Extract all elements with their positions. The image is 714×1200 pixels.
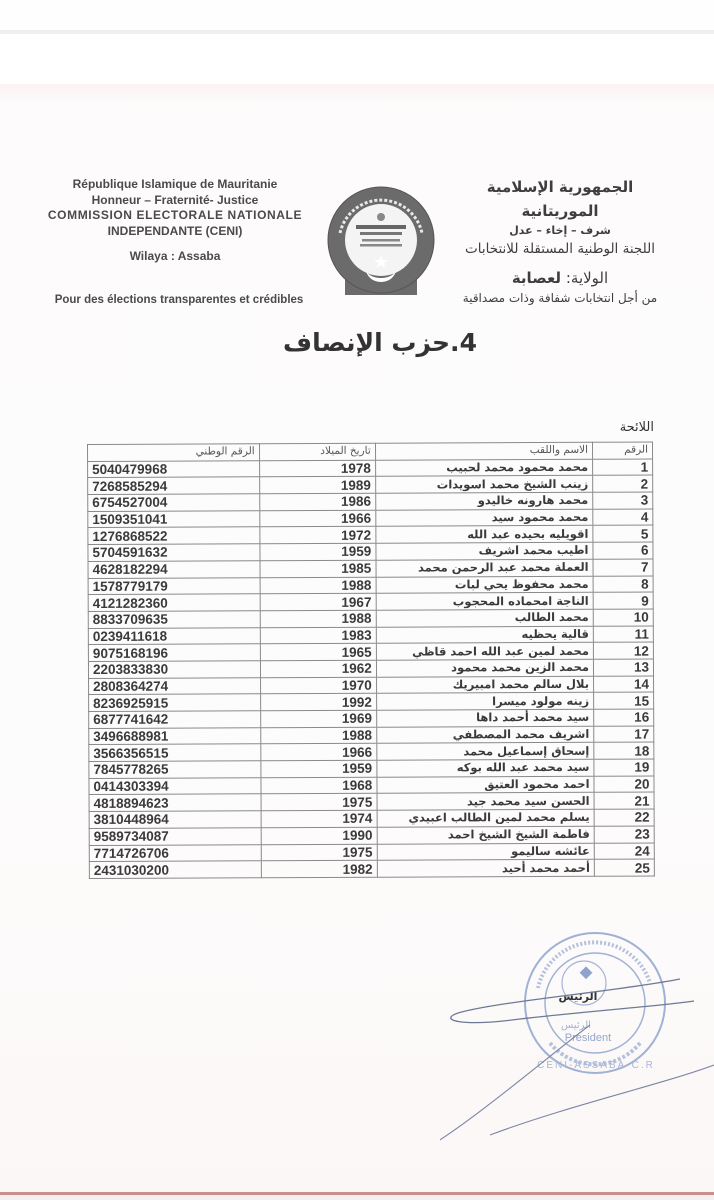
- cell-national-id: 7268585294: [88, 477, 260, 494]
- cell-name: احمد محمود العتيق: [377, 776, 594, 794]
- cell-birth-year: 1982: [261, 860, 377, 877]
- cell-name: زينه مولود ميسرا: [376, 693, 593, 711]
- cell-number: 24: [594, 843, 654, 860]
- cell-birth-year: 1959: [260, 543, 376, 560]
- cell-name: بلال سالم محمد امبيريك: [376, 676, 593, 694]
- cell-name: يسلم محمد لمين الطالب اعبيدي: [377, 809, 594, 827]
- cell-name: اطيب محمد اشريف: [376, 542, 593, 560]
- cell-number: 19: [594, 759, 654, 776]
- cell-birth-year: 1978: [259, 460, 375, 477]
- cell-name: الحسن سيد محمد جيد: [377, 793, 594, 811]
- cell-national-id: 2431030200: [89, 861, 261, 878]
- cell-name: فاطمة الشيخ الشيخ احمد: [377, 826, 594, 844]
- table-row: [89, 859, 654, 878]
- cell-birth-year: 1990: [261, 827, 377, 844]
- cell-national-id: 1509351041: [88, 510, 260, 527]
- cell-name: سيد محمد أحمد داها: [376, 709, 593, 727]
- cell-number: 10: [593, 609, 653, 626]
- cell-number: 16: [594, 709, 654, 726]
- cell-number: 17: [594, 726, 654, 743]
- cell-number: 7: [593, 559, 653, 576]
- cell-birth-year: 1992: [260, 694, 376, 711]
- cell-birth-year: 1975: [261, 844, 377, 861]
- cell-national-id: 0414303394: [89, 777, 261, 794]
- cell-birth-year: 1986: [259, 493, 375, 510]
- cell-name: محمد لمين عبد الله احمد قاظي: [376, 643, 593, 661]
- cell-name: محمد هارونه خاليدو: [375, 492, 592, 510]
- signature-stroke-2: [440, 1025, 590, 1145]
- cell-birth-year: 1983: [260, 627, 376, 644]
- cell-national-id: 3566356515: [89, 744, 261, 761]
- cell-number: 14: [594, 676, 654, 693]
- cell-birth-year: 1966: [260, 744, 376, 761]
- stamp-title-ar: الرئيس: [558, 990, 598, 1003]
- cell-national-id: 3810448964: [89, 811, 261, 828]
- cell-national-id: 5040479968: [88, 460, 260, 477]
- cell-birth-year: 1989: [259, 477, 375, 494]
- cell-national-id: 1276868522: [88, 527, 260, 544]
- cell-name: سيد محمد عبد الله بوكه: [377, 759, 594, 777]
- commission-fr-line2: INDEPENDANTE (CENI): [107, 223, 243, 238]
- cell-national-id: 2203833830: [88, 661, 260, 678]
- divider: [0, 30, 714, 34]
- cell-name: الناجة امحماده المحجوب: [376, 592, 593, 610]
- cell-national-id: 3496688981: [89, 727, 261, 744]
- candidates-table: [87, 442, 655, 879]
- cell-name: محمد محمود سيد: [376, 509, 593, 527]
- cell-birth-year: 1975: [261, 794, 377, 811]
- cell-number: 22: [594, 809, 654, 826]
- cell-number: 23: [594, 826, 654, 843]
- cell-birth-year: 1959: [261, 760, 377, 777]
- cell-national-id: 8236925915: [89, 694, 261, 711]
- cell-name: قالية يحظيه: [376, 626, 593, 644]
- cell-name: إسحاق إسماعيل محمد: [377, 743, 594, 761]
- cell-number: 20: [594, 776, 654, 793]
- cell-birth-year: 1988: [260, 727, 376, 744]
- cell-birth-year: 1969: [260, 710, 376, 727]
- cell-national-id: 7714726706: [89, 844, 261, 861]
- cell-name: العملة محمد عبد الرحمن محمد: [376, 559, 593, 577]
- cell-national-id: 4818894623: [89, 794, 261, 811]
- stamp-title-fr: President: [564, 1032, 612, 1044]
- signature-stroke-3: [490, 1065, 714, 1135]
- republic-fr: République Islamique de Mauritanie: [72, 177, 278, 191]
- cell-national-id: 8833709635: [88, 611, 260, 628]
- wilaya-fr: Wilaya : Assaba: [129, 249, 221, 263]
- cell-birth-year: 1965: [260, 643, 376, 660]
- cell-national-id: 6754527004: [88, 494, 260, 511]
- cell-birth-year: 1974: [261, 810, 377, 827]
- header-birth-year: تاريخ الميلاد: [259, 443, 375, 460]
- wilaya-ar: [450, 267, 670, 289]
- french-header: [40, 177, 310, 265]
- cell-name: عائشه ساليمو: [377, 843, 594, 861]
- cell-number: 18: [594, 742, 654, 759]
- cell-national-id: 6877741642: [89, 711, 261, 728]
- header-name: الاسم واللقب: [375, 442, 592, 460]
- signature-icon: [440, 975, 714, 1145]
- cell-national-id: 1578779179: [88, 577, 260, 594]
- cell-name: اشريف محمد المصطفي: [376, 726, 593, 744]
- cell-name: محمد محمود محمد لحبيب: [375, 459, 592, 477]
- cell-national-id: 7845778265: [89, 761, 261, 778]
- cell-number: 1: [593, 459, 653, 476]
- cell-national-id: 5704591632: [88, 544, 260, 561]
- wilaya-label-ar: الولاية:: [565, 269, 609, 287]
- list-label: اللائحة: [619, 420, 654, 435]
- stamp-ring-text: CENI-ASSABA-C.R: [537, 1060, 655, 1071]
- commission-fr-line1: COMMISSION ELECTORALE NATIONALE: [47, 208, 303, 222]
- slogan-ar: من أجل انتخابات شفافة وذات مصداقية: [462, 291, 658, 305]
- cell-national-id: 2808364274: [89, 677, 261, 694]
- stamp-title-ar-secondary: الرئيس: [561, 1020, 591, 1031]
- commission-ar: اللجنة الوطنية المستقلة للانتخابات: [465, 241, 655, 257]
- cell-national-id: 9589734087: [89, 828, 261, 845]
- cell-number: 3: [593, 492, 653, 509]
- wilaya-value-ar: لعصابة: [511, 269, 562, 287]
- header-national-id: الرقم الوطني: [88, 444, 260, 461]
- header-number: الرقم: [593, 442, 653, 459]
- cell-number: 21: [594, 792, 654, 809]
- cell-birth-year: 1962: [260, 660, 376, 677]
- cell-number: 13: [593, 659, 653, 676]
- cell-national-id: 9075168196: [88, 644, 260, 661]
- motto-ar: شرف – إخاء – عدل: [509, 224, 611, 237]
- cell-number: 6: [593, 542, 653, 559]
- cell-number: 5: [593, 525, 653, 542]
- cell-number: 8: [593, 576, 653, 593]
- cell-number: 4: [593, 509, 653, 526]
- cell-birth-year: 1988: [260, 610, 376, 627]
- ceni-seal-icon: [326, 185, 436, 295]
- republic-ar: الجمهورية الإسلامية الموريتانية: [486, 178, 634, 220]
- cell-number: 15: [594, 692, 654, 709]
- cell-name: محمد الطالب: [376, 609, 593, 627]
- table-body: [88, 459, 655, 879]
- cell-birth-year: 1968: [261, 777, 377, 794]
- cell-birth-year: 1985: [260, 560, 376, 577]
- cell-name: أحمد محمد أحيد: [377, 859, 594, 877]
- cell-number: 9: [593, 592, 653, 609]
- motto-fr: Honneur – Fraternité- Justice: [91, 192, 259, 207]
- cell-number: 11: [593, 626, 653, 643]
- cell-national-id: 4121282360: [88, 594, 260, 611]
- seal-emblem: [377, 213, 385, 221]
- cell-birth-year: 1967: [260, 593, 376, 610]
- bottom-margin: [0, 1195, 714, 1200]
- cell-national-id: 0239411618: [88, 627, 260, 644]
- slogan-fr: Pour des élections transparentes et crédibles: [54, 294, 304, 306]
- cell-number: 12: [593, 642, 653, 659]
- cell-name: زينب الشيخ محمد اسويدات: [375, 476, 592, 494]
- cell-number: 2: [593, 475, 653, 492]
- cell-name: محمد محفوظ يحي لبات: [376, 576, 593, 594]
- party-title: 4.حزب الإنصاف: [283, 328, 477, 357]
- cell-birth-year: 1966: [259, 510, 375, 527]
- cell-number: 25: [594, 859, 654, 876]
- cell-birth-year: 1972: [260, 527, 376, 544]
- cell-name: محمد الزين محمد محمود: [376, 659, 593, 677]
- cell-name: اقويليه بحيده عبد الله: [376, 526, 593, 544]
- top-margin: [0, 0, 714, 30]
- cell-birth-year: 1988: [260, 577, 376, 594]
- signature-stroke-1: [451, 979, 694, 1023]
- cell-national-id: 4628182294: [88, 561, 260, 578]
- arabic-header: [450, 175, 670, 307]
- cell-birth-year: 1970: [260, 677, 376, 694]
